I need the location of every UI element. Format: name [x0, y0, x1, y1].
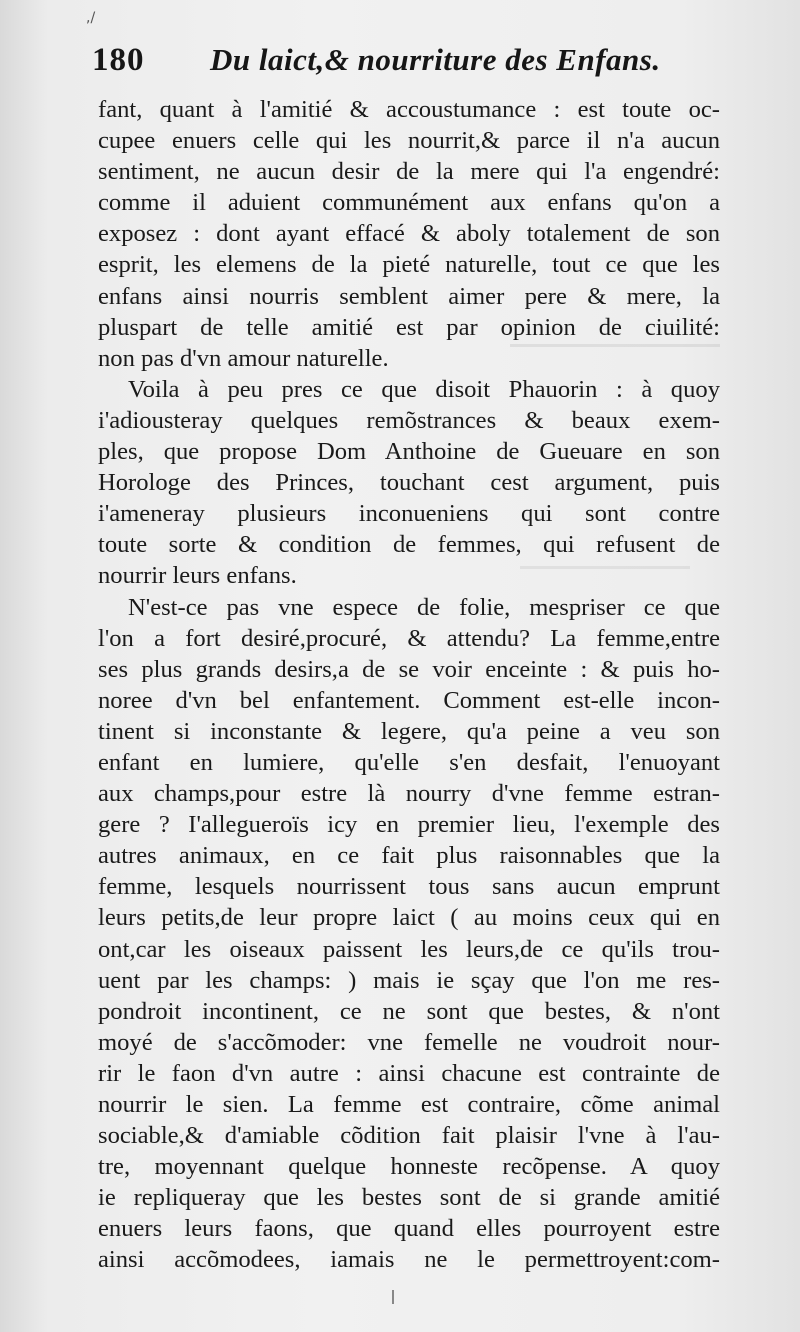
text-line: non pas d'vn amour naturelle.	[98, 344, 389, 372]
text-line: comme il aduient communément aux enfans qu'on a	[98, 189, 720, 217]
text-line: fant, quant à l'amitié & accoustumance : est toute oc-	[98, 96, 720, 123]
text-line: tinent si inconstante & legere, qu'a peine a veu son	[98, 717, 720, 745]
page-number: 180	[92, 42, 145, 78]
text-line: moyé de s'accõmoder: vne femelle ne voudroit nour-	[98, 1028, 720, 1056]
text-line: l'on a fort desiré,procuré, & attendu? La femme,entre	[98, 624, 720, 652]
text-line: noree d'vn bel enfantement. Comment est-elle incon-	[98, 686, 720, 714]
page-header	[92, 42, 732, 92]
text-line: Horologe des Princes, touchant cest argument, puis	[98, 469, 720, 497]
text-line: sentiment, ne aucun desir de la mere qui l'a engendré:	[98, 158, 720, 186]
text-line: leurs petits,de leur propre laict ( au moins ceux qui en	[98, 904, 720, 932]
text-line: femme, lesquels nourrissent tous sans aucun emprunt	[98, 873, 720, 901]
text-line: i'adiousteray quelques remõstrances & beaux exem-	[98, 406, 720, 434]
text-line: exposez : dont ayant effacé & aboly totalement de son	[98, 220, 720, 248]
running-title: Du laict,& nourriture des Enfans.	[210, 42, 661, 77]
text-line: cupee enuers celle qui les nourrit,& parce il n'a aucun	[98, 127, 720, 155]
text-line: tre, moyennant quelque honneste recõpense. A quoy	[98, 1153, 720, 1181]
text-line: nourrir leurs enfans.	[98, 562, 297, 590]
printer-mark	[392, 1290, 394, 1304]
text-line: pluspart de telle amitié est par opinion de ciuilité:	[98, 313, 720, 341]
text-line: enfans ainsi nourris semblent aimer pere & mere, la	[98, 282, 720, 310]
text-line: uent par les champs: ) mais ie sçay que l'on me res-	[98, 966, 720, 994]
text-line: pondroit incontinent, ce ne sont que bestes, & n'ont	[98, 997, 720, 1025]
text-line: enfant en lumiere, qu'elle s'en desfait, l'enuoyant	[98, 748, 720, 776]
text-line: ont,car les oiseaux paissent les leurs,de ce qu'ils trou-	[98, 935, 720, 963]
text-line: Voila à peu pres ce que disoit Phauorin : à quoy	[128, 375, 720, 403]
text-line: enuers leurs faons, que quand elles pourroyent estre	[98, 1215, 720, 1243]
text-line: gere ? I'allegueroïs icy en premier lieu, l'exemple des	[98, 811, 720, 839]
text-line: sociable,& d'amiable cõdition fait plaisir l'vne à l'au-	[98, 1122, 720, 1150]
text-line: N'est-ce pas vne espece de folie, mespriser ce que	[128, 593, 720, 621]
text-line: rir le faon d'vn autre : ainsi chacune est contrainte de	[98, 1059, 720, 1087]
text-line: ainsi accõmodees, iamais ne le permettroyent:com-	[98, 1246, 720, 1274]
corner-mark: ,/	[86, 10, 96, 26]
text-line: esprit, les elemens de la pieté naturelle, tout ce que les	[98, 251, 720, 279]
text-line: ples, que propose Dom Anthoine de Gueuare en son	[98, 438, 720, 466]
text-line: nourrir le sien. La femme est contraire, cõme animal	[98, 1091, 720, 1118]
text-line: ses plus grands desirs,a de se voir enceinte : & puis ho-	[98, 655, 720, 683]
body-text	[98, 94, 720, 1276]
text-line: autres animaux, en ce fait plus raisonnables que la	[98, 842, 720, 870]
text-line: aux champs,pour estre là nourry d'vne femme estran-	[98, 780, 720, 808]
text-line: ie repliqueray que les bestes sont de si grande amitié	[98, 1184, 720, 1212]
text-line: toute sorte & condition de femmes, qui refusent de	[98, 531, 720, 559]
text-line: i'ameneray plusieurs inconueniens qui sont contre	[98, 500, 720, 528]
